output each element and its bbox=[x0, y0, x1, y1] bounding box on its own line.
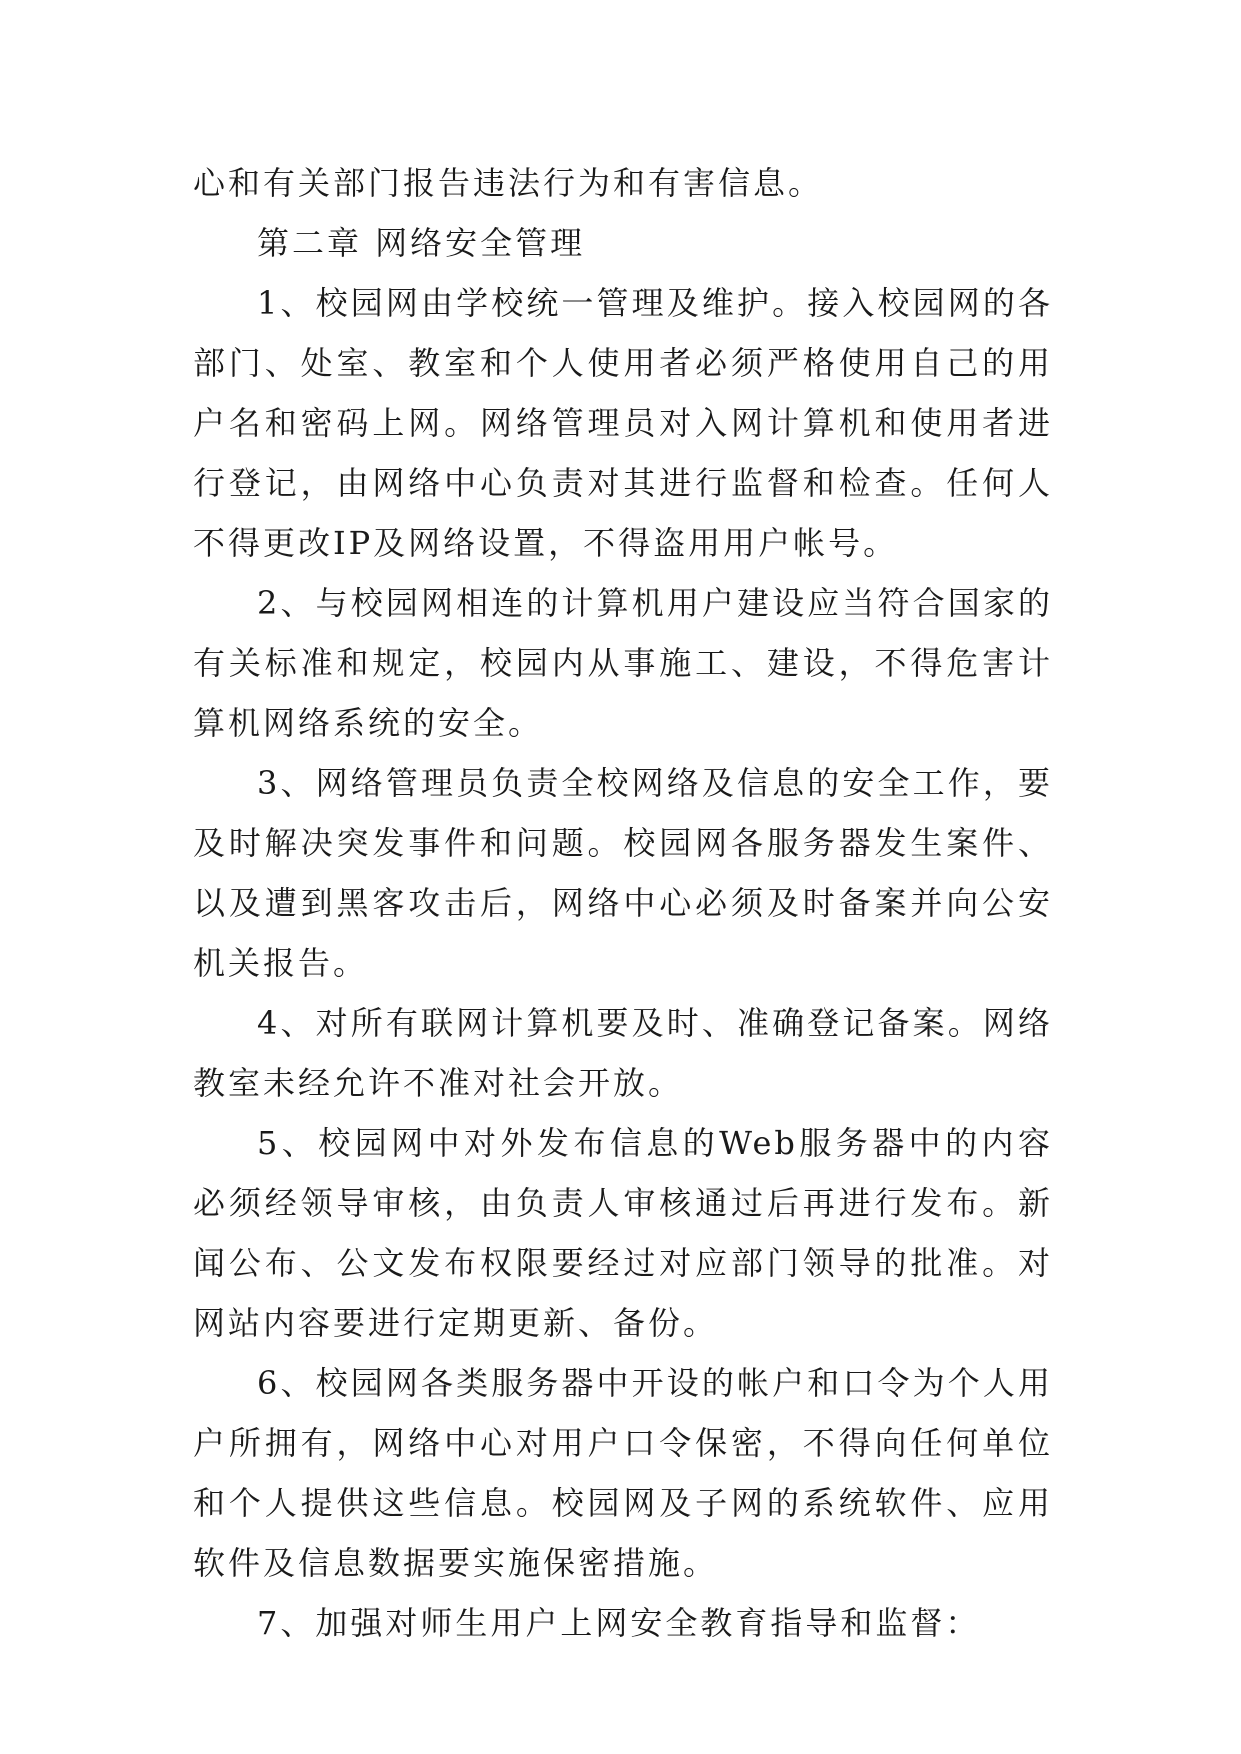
continuation-text: 心和有关部门报告违法行为和有害信息。 bbox=[193, 164, 824, 202]
chapter-heading: 第二章 网络安全管理 bbox=[257, 224, 586, 262]
paragraph-1: 1、校园网由学校统一管理及维护。接入校园网的各部门、处室、教室和个人使用者必须严格使用自己的用户名和密码上网。网络管理员对入网计算机和使用者进行登记，由网络中心负责对其进行监督和检查。任何人不得更改IP及网络设置，不得盗用用户帐号。 bbox=[193, 284, 1053, 562]
paragraph-7: 7、加强对师生用户上网安全教育指导和监督： bbox=[257, 1604, 981, 1642]
paragraph-5: 5、校园网中对外发布信息的Web服务器中的内容必须经领导审核，由负责人审核通过后再进行发布。新闻公布、公文发布权限要经过对应部门领导的批准。对网站内容要进行定期更新、备份。 bbox=[193, 1124, 1053, 1342]
paragraph-6: 6、校园网各类服务器中开设的帐户和口令为个人用户所拥有，网络中心对用户口令保密，不得向任何单位和个人提供这些信息。校园网及子网的系统软件、应用软件及信息数据要实施保密措施。 bbox=[193, 1364, 1053, 1582]
document-body bbox=[193, 153, 1053, 1653]
paragraph-4: 4、对所有联网计算机要及时、准确登记备案。网络教室未经允许不准对社会开放。 bbox=[193, 1004, 1053, 1102]
paragraph-2: 2、与校园网相连的计算机用户建设应当符合国家的有关标准和规定，校园内从事施工、建设，不得危害计算机网络系统的安全。 bbox=[193, 584, 1053, 742]
paragraph-3: 3、网络管理员负责全校网络及信息的安全工作，要及时解决突发事件和问题。校园网各服务器发生案件、以及遭到黑客攻击后，网络中心必须及时备案并向公安机关报告。 bbox=[193, 764, 1053, 982]
